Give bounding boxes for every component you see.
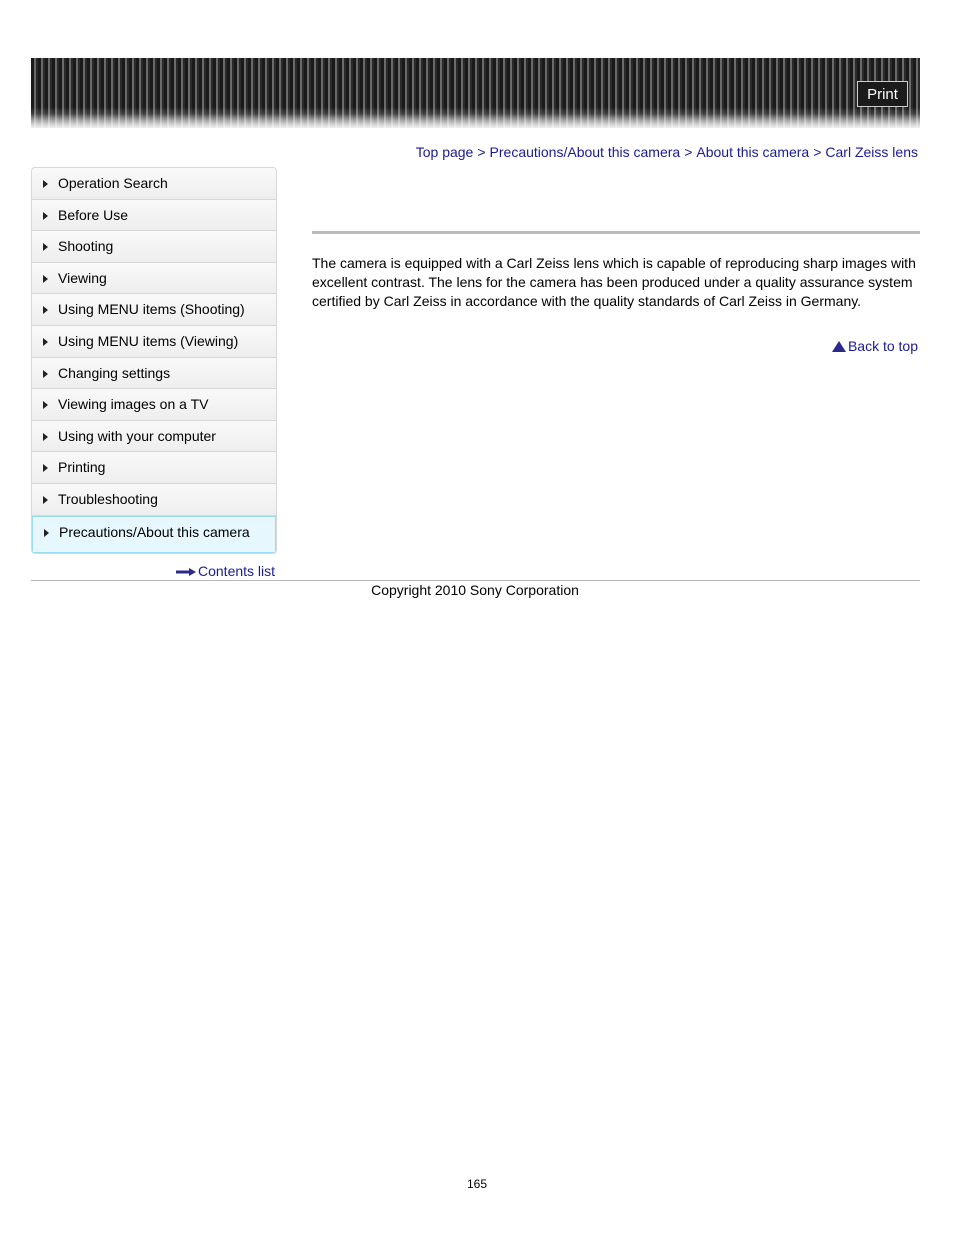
breadcrumb-precautions[interactable]: Precautions/About this camera (489, 144, 681, 160)
arrow-right-icon (176, 568, 196, 576)
sidebar-item-label: Using with your computer (58, 427, 216, 444)
arrow-right-icon (43, 338, 48, 346)
title-divider (312, 231, 920, 234)
sidebar-item-label: Using MENU items (Shooting) (58, 301, 245, 318)
back-to-top-label: Back to top (847, 338, 918, 354)
sidebar-item-label: Operation Search (58, 175, 168, 191)
sidebar-item-label: Troubleshooting (58, 490, 158, 507)
header-banner (31, 58, 920, 128)
sidebar-item-label: Before Use (58, 206, 129, 223)
breadcrumb (416, 144, 918, 160)
sidebar-item-label: Shooting (58, 238, 114, 255)
arrow-right-icon (43, 370, 48, 378)
sidebar-item-label: Printing (58, 459, 106, 476)
article-body: The camera is equipped with a Carl Zeiss lens which is capable of reproducing sharp images with excellent contrast. The lens for the camera has been produced under a quality assurance system certified by Carl Zeiss in accordance with the quality standards of Carl Zeiss in Germany. (312, 255, 916, 309)
contents-list-label: Contents list (198, 563, 276, 579)
sidebar-item-troubleshooting[interactable] (32, 484, 276, 516)
breadcrumb-top-page[interactable]: Top page (415, 144, 474, 160)
sidebar-item-computer[interactable] (32, 421, 276, 453)
arrow-right-icon (43, 275, 48, 283)
breadcrumb-separator: > (684, 144, 693, 160)
sidebar-item-changing-settings[interactable] (32, 358, 276, 390)
arrow-right-icon (43, 464, 48, 472)
sidebar-item-label: Viewing images on a TV (58, 396, 209, 413)
sidebar-item-menu-shooting[interactable] (32, 294, 276, 326)
arrow-right-icon (43, 212, 48, 220)
sidebar-item-label: Precautions/About this camera (59, 523, 250, 540)
arrow-right-icon (44, 529, 49, 537)
sidebar-item-label: Using MENU items (Viewing) (58, 332, 239, 349)
arrow-right-icon (43, 496, 48, 504)
copyright-text: Copyright 2010 Sony Corporation (371, 582, 579, 598)
arrow-right-icon (43, 180, 48, 188)
arrow-right-icon (43, 243, 48, 251)
footer-divider (31, 580, 920, 581)
sidebar-item-menu-viewing[interactable] (32, 326, 276, 358)
sidebar-item-shooting[interactable] (32, 231, 276, 263)
sidebar-item-precautions[interactable] (32, 516, 276, 553)
breadcrumb-separator: > (813, 144, 822, 160)
sidebar-item-printing[interactable] (32, 452, 276, 484)
arrow-right-icon (43, 433, 48, 441)
sidebar-item-label: Viewing (58, 269, 107, 286)
arrow-right-icon (43, 401, 48, 409)
sidebar-item-before-use[interactable] (32, 200, 276, 232)
sidebar-item-viewing-tv[interactable] (32, 389, 276, 421)
print-button[interactable]: Print (857, 81, 908, 107)
breadcrumb-separator: > (477, 144, 486, 160)
breadcrumb-carl-zeiss-lens[interactable]: Carl Zeiss lens (825, 144, 918, 160)
page-number: 165 (466, 1177, 488, 1191)
arrow-right-icon (43, 306, 48, 314)
contents-list-link[interactable] (176, 563, 275, 579)
sidebar-nav (31, 167, 277, 554)
arrow-up-icon (832, 341, 846, 352)
breadcrumb-about-camera[interactable]: About this camera (696, 144, 810, 160)
sidebar-item-operation-search[interactable] (32, 168, 276, 200)
back-to-top-link[interactable] (832, 338, 918, 354)
sidebar-item-viewing[interactable] (32, 263, 276, 295)
sidebar-item-label: Changing settings (58, 364, 171, 381)
